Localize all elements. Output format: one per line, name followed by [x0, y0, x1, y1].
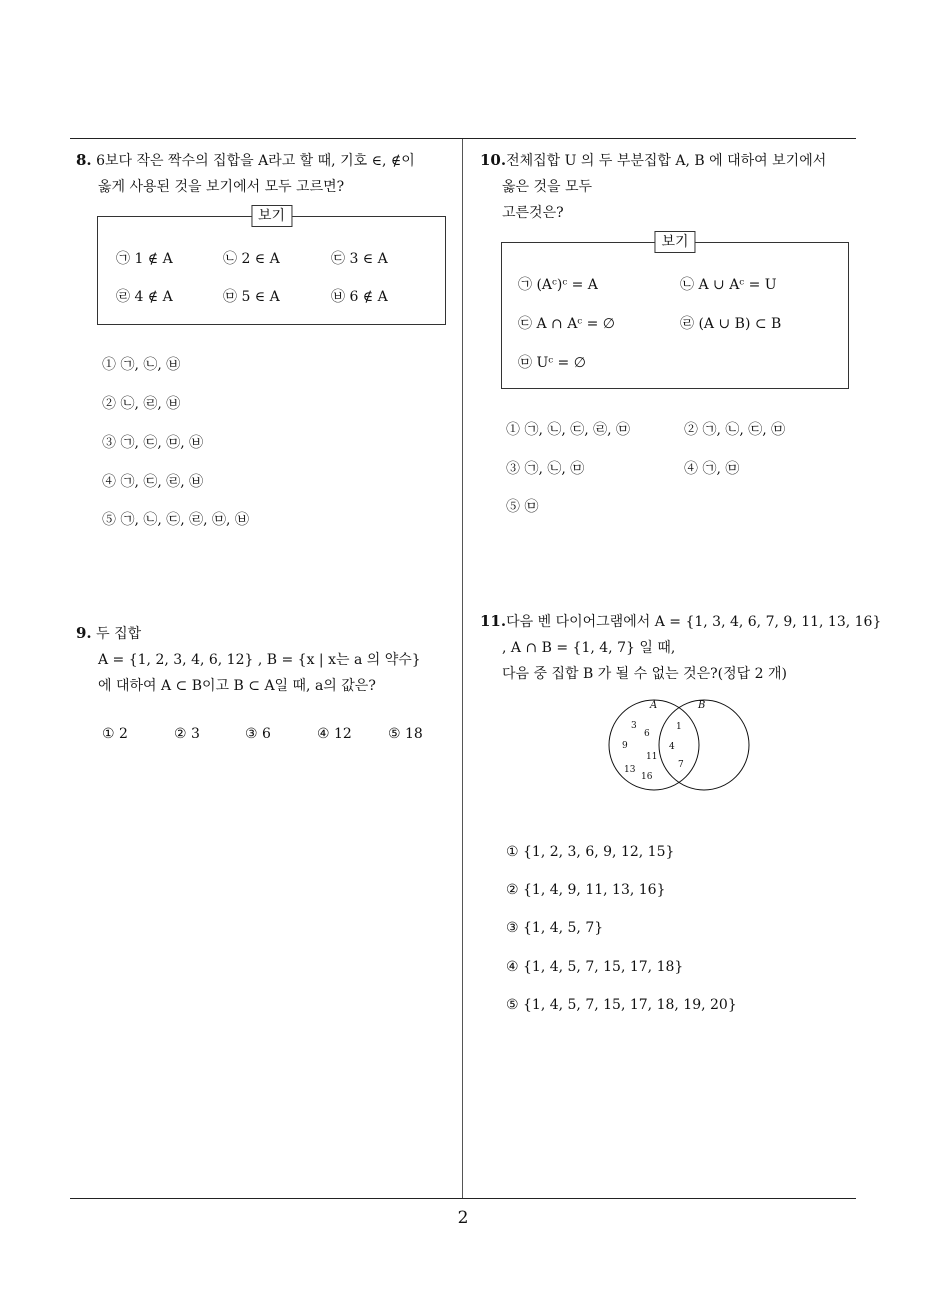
- bogi-statement: ㉤ 5 ∈ A: [223, 289, 280, 305]
- column-divider: [462, 139, 463, 1198]
- bogi-statement: ㉡ A ∪ Aᶜ = U: [680, 277, 777, 293]
- question-11: [480, 608, 881, 687]
- bottom-rule: [70, 1198, 856, 1199]
- top-rule: [70, 138, 856, 139]
- venn-element: 13: [624, 765, 636, 775]
- answer-choice[interactable]: ④ ㉠, ㉤: [684, 461, 740, 477]
- question-text: 전체집합 U 의 두 부분집합 A, B 에 대하여 보기에서: [506, 153, 827, 169]
- answer-choice[interactable]: ① ㉠, ㉡, ㉥: [102, 357, 181, 373]
- bogi-statement: ㉣ (A ∪ B) ⊂ B: [680, 316, 782, 332]
- question-text: 옳게 사용된 것을 보기에서 모두 고르면?: [98, 179, 345, 195]
- bogi-title: 보기: [251, 205, 292, 227]
- answer-choice[interactable]: ④ {1, 4, 5, 7, 15, 17, 18}: [506, 959, 684, 975]
- question-9: [76, 620, 421, 699]
- answer-choice[interactable]: ① 2: [102, 726, 128, 742]
- question-text: , A ∩ B = {1, 4, 7} 일 때,: [502, 640, 676, 656]
- question-number: 10.: [480, 151, 507, 169]
- answer-choice[interactable]: ⑤ ㉠, ㉡, ㉢, ㉣, ㉤, ㉥: [102, 512, 249, 528]
- answer-choice[interactable]: ⑤ 18: [388, 726, 423, 742]
- venn-element: 3: [631, 721, 637, 731]
- answer-choice[interactable]: ③ ㉠, ㉢, ㉤, ㉥: [102, 435, 204, 451]
- question-text: 다음 중 집합 B 가 될 수 없는 것은?(정답 2 개): [502, 666, 787, 682]
- bogi-statement: ㉣ 4 ∉ A: [116, 289, 173, 305]
- answer-choice[interactable]: ⑤ ㉤: [506, 499, 539, 515]
- question-text: 옳은 것을 모두: [502, 179, 593, 195]
- question-text: 에 대하여 A ⊂ B이고 B ⊂ A일 때, a의 값은?: [98, 678, 376, 694]
- bogi-statement: ㉠ (Aᶜ)ᶜ = A: [518, 277, 598, 293]
- answer-choice[interactable]: ① ㉠, ㉡, ㉢, ㉣, ㉤: [506, 422, 631, 438]
- question-8: [76, 147, 415, 200]
- bogi-box: [97, 208, 446, 325]
- bogi-box: [501, 234, 849, 389]
- question-10: [480, 147, 826, 226]
- venn-diagram: [600, 694, 760, 798]
- answer-choice[interactable]: ④ ㉠, ㉢, ㉣, ㉥: [102, 474, 204, 490]
- venn-element: 11: [646, 752, 658, 762]
- venn-element: 16: [641, 772, 653, 782]
- answer-choice[interactable]: ② 3: [174, 726, 200, 742]
- venn-element: 6: [644, 729, 650, 739]
- question-text: 다음 벤 다이어그램에서 A = {1, 3, 4, 6, 7, 9, 11, 13, 16}: [506, 614, 882, 630]
- set-a-label: A: [650, 700, 658, 711]
- question-text: 두 집합: [96, 626, 142, 642]
- bogi-statement: ㉡ 2 ∈ A: [223, 251, 280, 267]
- bogi-statement: ㉤ Uᶜ = ∅: [518, 355, 586, 371]
- venn-element: 1: [676, 722, 682, 732]
- bogi-statement: ㉠ 1 ∉ A: [116, 251, 173, 267]
- question-text: 6보다 작은 짝수의 집합을 A라고 할 때, 기호 ∈, ∉이: [96, 153, 415, 169]
- answer-choice[interactable]: ③ {1, 4, 5, 7}: [506, 920, 604, 936]
- venn-element: 7: [678, 760, 684, 770]
- bogi-statement: ㉢ A ∩ Aᶜ = ∅: [518, 316, 615, 332]
- venn-element: 9: [622, 741, 628, 751]
- answer-choice[interactable]: ④ 12: [317, 726, 352, 742]
- question-text: 고른것은?: [502, 205, 564, 221]
- question-number: 11.: [480, 612, 507, 630]
- bogi-statement: ㉥ 6 ∉ A: [331, 289, 388, 305]
- question-text: A = {1, 2, 3, 4, 6, 12} , B = {x | x는 a 의 약수}: [98, 652, 421, 668]
- answer-choice[interactable]: ⑤ {1, 4, 5, 7, 15, 17, 18, 19, 20}: [506, 997, 737, 1013]
- venn-element: 4: [669, 742, 675, 752]
- answer-choice[interactable]: ② {1, 4, 9, 11, 13, 16}: [506, 882, 666, 898]
- bogi-title: 보기: [654, 231, 695, 253]
- answer-choice[interactable]: ③ 6: [245, 726, 271, 742]
- question-number: 8.: [76, 151, 92, 169]
- bogi-statement: ㉢ 3 ∈ A: [331, 251, 388, 267]
- answer-choice[interactable]: ② ㉠, ㉡, ㉢, ㉤: [684, 422, 786, 438]
- question-number: 9.: [76, 624, 92, 642]
- page-number: 2: [457, 1208, 469, 1228]
- answer-choice[interactable]: ② ㉡, ㉣, ㉥: [102, 396, 181, 412]
- set-b-label: B: [698, 700, 706, 711]
- answer-choice[interactable]: ① {1, 2, 3, 6, 9, 12, 15}: [506, 844, 675, 860]
- answer-choice[interactable]: ③ ㉠, ㉡, ㉤: [506, 461, 585, 477]
